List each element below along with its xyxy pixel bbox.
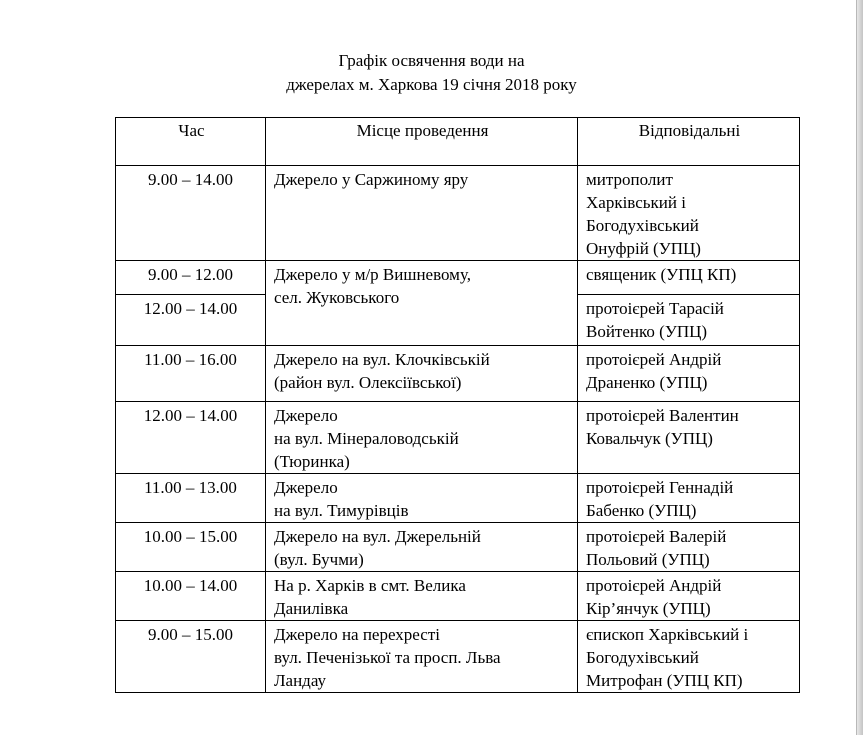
place-line: вул. Печенізької та просп. Льва (274, 648, 501, 667)
responsible-line: Харківський і (586, 193, 686, 212)
time-cell: 9.00 – 15.00 (116, 621, 266, 693)
responsible-cell (578, 295, 800, 346)
responsible-line: Богодухівський (586, 216, 699, 235)
table-row (116, 523, 800, 572)
place-line: на вул. Мінераловодській (274, 429, 459, 448)
responsible-line: протоієрей Тарасій (586, 299, 724, 318)
responsible-line: протоієрей Геннадій (586, 478, 734, 497)
table-row (116, 572, 800, 621)
place-line: Данилівка (274, 599, 349, 618)
place-line: Джерело у м/р Вишневому, (274, 265, 471, 284)
place-cell (266, 572, 578, 621)
place-line: Джерело у Саржиному яру (274, 170, 469, 189)
place-cell (266, 402, 578, 474)
schedule-table (115, 117, 800, 693)
responsible-line: протоієрей Валерій (586, 527, 727, 546)
place-line: На р. Харків в смт. Велика (274, 576, 466, 595)
table-row (116, 261, 800, 295)
responsible-line: Драненко (УПЦ) (586, 373, 708, 392)
header-responsible: Відповідальні (578, 118, 800, 166)
table-row (116, 621, 800, 693)
place-line: Джерело (274, 406, 338, 425)
place-line: сел. Жуковського (274, 288, 400, 307)
responsible-line: священик (УПЦ КП) (586, 265, 737, 284)
document-title-line-1: Графік освячення води на (338, 51, 525, 70)
responsible-line: Войтенко (УПЦ) (586, 322, 708, 341)
place-cell (266, 261, 578, 346)
responsible-line: Польовий (УПЦ) (586, 550, 710, 569)
responsible-line: Митрофан (УПЦ КП) (586, 671, 743, 690)
time-cell: 11.00 – 16.00 (116, 346, 266, 402)
time-cell: 9.00 – 12.00 (116, 261, 266, 295)
place-line: Джерело на перехресті (274, 625, 440, 644)
responsible-line: Богодухівський (586, 648, 699, 667)
time-cell: 12.00 – 14.00 (116, 402, 266, 474)
place-cell (266, 346, 578, 402)
table-row (116, 346, 800, 402)
place-cell (266, 474, 578, 523)
responsible-line: єпископ Харківський і (586, 625, 749, 644)
responsible-line: Онуфрій (УПЦ) (586, 239, 701, 258)
time-cell: 10.00 – 14.00 (116, 572, 266, 621)
place-line: Ландау (274, 671, 327, 690)
place-cell (266, 621, 578, 693)
responsible-cell (578, 346, 800, 402)
header-time: Час (116, 118, 266, 166)
place-cell (266, 523, 578, 572)
responsible-line: протоієрей Валентин (586, 406, 739, 425)
header-place: Місце проведення (266, 118, 578, 166)
time-cell: 11.00 – 13.00 (116, 474, 266, 523)
time-cell: 9.00 – 14.00 (116, 166, 266, 261)
page-edge (856, 0, 863, 735)
place-line: Джерело на вул. Клочківській (274, 350, 490, 369)
place-line: Джерело на вул. Джерельній (274, 527, 481, 546)
responsible-line: Кір’янчук (УПЦ) (586, 599, 711, 618)
time-cell: 10.00 – 15.00 (116, 523, 266, 572)
time-cell: 12.00 – 14.00 (116, 295, 266, 346)
responsible-line: протоієрей Андрій (586, 576, 722, 595)
document-title-line-2: джерелах м. Харкова 19 січня 2018 року (286, 75, 577, 94)
table-row (116, 474, 800, 523)
place-line: (Тюринка) (274, 452, 350, 471)
place-line: на вул. Тимурівців (274, 501, 409, 520)
place-cell (266, 166, 578, 261)
responsible-line: протоієрей Андрій (586, 350, 722, 369)
responsible-cell (578, 166, 800, 261)
responsible-line: митрополит (586, 170, 673, 189)
place-line: Джерело (274, 478, 338, 497)
responsible-cell (578, 523, 800, 572)
responsible-cell (578, 621, 800, 693)
responsible-line: Ковальчук (УПЦ) (586, 429, 713, 448)
table-header-row (116, 118, 800, 166)
table-row (116, 402, 800, 474)
place-line: (район вул. Олексіївської) (274, 373, 462, 392)
place-line: (вул. Бучми) (274, 550, 364, 569)
responsible-cell (578, 474, 800, 523)
responsible-cell (578, 402, 800, 474)
responsible-cell (578, 572, 800, 621)
responsible-line: Бабенко (УПЦ) (586, 501, 697, 520)
table-row (116, 166, 800, 261)
responsible-cell (578, 261, 800, 295)
